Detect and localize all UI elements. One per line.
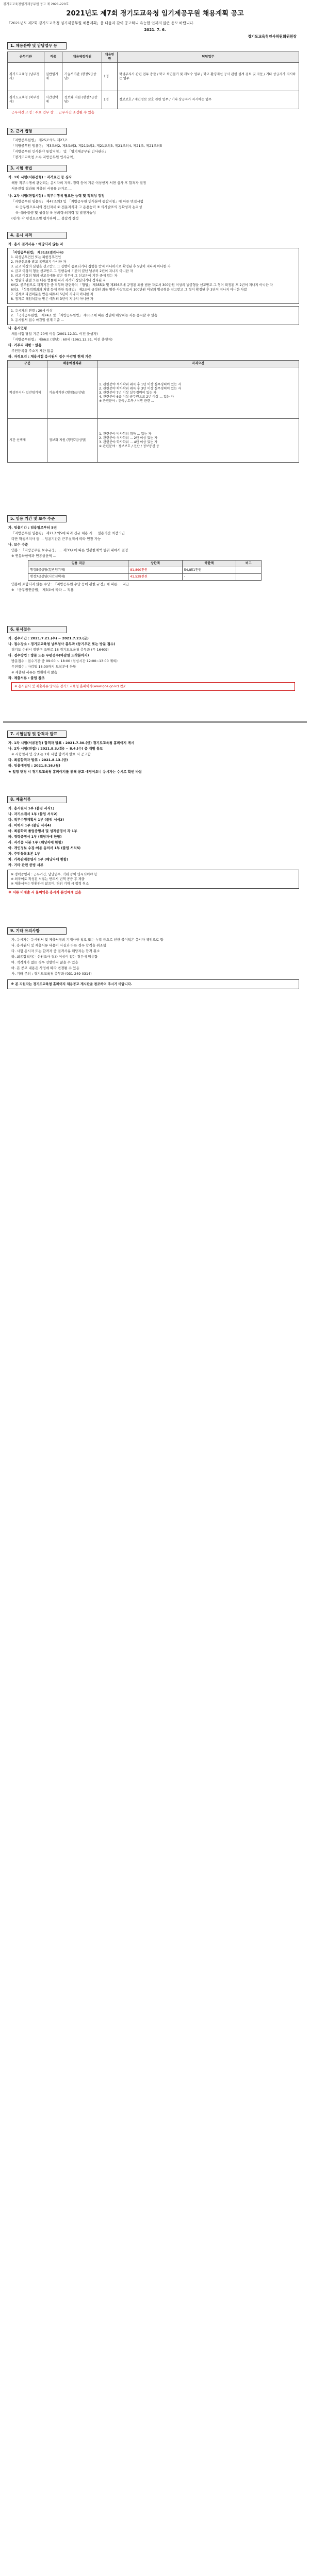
table-cell: 정보보호 / 개인정보 보호 관련 업무 / 기타 상급자가 지시하는 업무	[117, 91, 299, 109]
section-title-2: 2. 근거 법령	[7, 128, 67, 135]
header-cell: 하한액	[182, 561, 236, 567]
positions-table	[7, 52, 299, 109]
announce-date: 2021. 7. 6.	[144, 28, 166, 32]
table-cell: 시간 선택제	[8, 419, 47, 463]
paragraph: 「지방공무원 임용령」 제47조의3 및 「지방공무원 인사분야 통합지침」에 따른 면접시험	[11, 199, 143, 204]
paragraph: 서류전형 결과를 제출된 서류를 근거로 ...	[11, 187, 72, 191]
pay-table	[28, 560, 262, 581]
document-item: 라. 이력서 1부 (붙임 서식4)	[8, 823, 52, 827]
document-item: 가. 응시원서 1부 (붙임 서식1)	[8, 806, 55, 810]
document-item: 자. 주민등록초본 1부	[8, 852, 40, 856]
subsection-title: 나. 2차 시험(면접시험) : 직무수행에 필요한 능력 및 적격성 검정	[8, 194, 105, 198]
header-cell: 임용 직급	[28, 561, 128, 567]
document-item: 아. 개인정보 수집·이용 동의서 1부 (붙임 서식5)	[8, 846, 81, 850]
paragraph: 우편접수 : 마감일 18:00까지 도착분에 한함	[11, 665, 76, 669]
box-line: 8. 징계로 해임처분을 받은 때부터 3년이 지나지 아니한 자	[11, 297, 93, 301]
qualification-header-row	[8, 361, 299, 367]
paragraph: 경기도 수원시 장안구 조원로 18 경기도교육청 총무과 (우 16409)	[11, 648, 109, 652]
section-title-4: 4. 응시 자격	[7, 232, 67, 239]
page-title: 2021년도 제7회 경기도교육청 임기제공무원 채용계획 공고	[66, 10, 244, 18]
schedule-bold-note: ★ 일정 변경 시 경기도교육청 홈페이지를 통해 공고 예정이오니 응시자는 수시로 확인 바람	[8, 770, 142, 774]
closing-box: ※ 본 지원자는 경기도교육청 홈페이지 채용공고 게시판을 참조하여 주시기 바랍니다.	[7, 979, 299, 989]
box-line: 6의2. 공무원으로 재직기간 중 직무와 관련하여 「형법」 제355조 및 제356조에 규정된 죄를 범한 자로서 300만원 이상의 벌금형을 선고받고 그 형이 확정된 후 2년이 지나지 아니한 자	[11, 283, 273, 287]
paragraph: 해당 직무수행에 관련되는 응시자의 자격, 경력 등이 기준 이상인지 서면 심사 후 합격자 결정	[11, 181, 146, 185]
paragraph: 연봉에 포함되지 않는 수당 : 「지방공무원 수당 등에 관한 규정」에 따른 ... 지급	[11, 582, 129, 586]
subsection-title: 나. 접수장소 : 경기도교육청 남부청사 총무과 (등기우편 또는 방문 접수)	[8, 642, 116, 646]
subsection-title: 나. 응시연령	[8, 326, 27, 330]
qualification-table	[7, 360, 299, 463]
header-cell: 비고	[236, 561, 262, 567]
pay-header-row	[28, 561, 262, 567]
document-item: 나. 자기소개서 1부 (붙임 서식2)	[8, 812, 58, 816]
section-title-6: 6. 원서접수	[7, 626, 67, 633]
schedule-item: 가. 1차 시험(서류전형) 합격자 발표 : 2021.7.30.(금) 경기도교육청 홈페이지 게시	[8, 741, 135, 745]
section-title-8: 8. 제출서류	[7, 796, 67, 803]
header-cell: 채용예정직위	[62, 52, 102, 63]
table-row	[8, 419, 299, 463]
notice-item: 가. 응시자는 응시원서 및 제출서류의 기재사항 착오 또는 누락 등으로 인한 불이익은 응시자 책임으로 함	[11, 938, 164, 942]
box-line: ※ 제출서류는 반환하지 않으며, 허위 기재 시 합격 취소	[11, 882, 89, 886]
paragraph: ④ 예의·품행 및 성실성 ⑤ 창의력·의지력 및 발전가능성	[15, 211, 96, 215]
table-cell: 학생부지사 관련 업무 총괄 / 학교 석면철거 및 개보수 업무 / 학교 환경개선 공사 관련 설계 검토 및 자문 / 기타 상급자가 지시하는 업무	[117, 63, 299, 91]
paragraph: 다만 학생부지사 등 ... 임용기간은 근무실적에 따라 연장 가능	[11, 537, 101, 541]
header-cell: 근무기관	[8, 52, 44, 63]
document-number: 경기도교육청임기제공무원 공고 제 2021-220호	[3, 3, 69, 6]
header-cell: 채용예정직위	[47, 361, 97, 367]
paragraph: ※ 제출된 서류는 반환하지 않음	[11, 670, 58, 674]
paragraph: 「지방공무원법」 제66조 (정년) : 60세 (1961.12.31. 이전 출생자)	[11, 337, 113, 342]
positions-header-row	[8, 52, 299, 63]
header-cell: 담당업무	[117, 52, 299, 63]
section-6-body	[7, 635, 299, 692]
document-item: 다. 직무수행계획서 1부 (붙임 서식3)	[8, 818, 64, 822]
header-cell: 직종	[44, 52, 62, 63]
box-line: 6의3. 「성폭력범죄의 처벌 등에 관한 특례법」 제2조에 규정된 죄를 범한 사람으로서 100만원 이상의 벌금형을 선고받고 그 형이 확정된 후 3년이 지나지 아니한 사람	[11, 288, 247, 292]
box-line: 2. 「국가공무원법」 제74조 및 「지방공무원법」 제66조에 따른 정년에 해당하는 자는 응시할 수 없음	[11, 314, 158, 317]
notice-item: 마. 적격자가 없는 경우 선발하지 않을 수 있음	[11, 960, 78, 964]
box-line: 4. 금고 이상의 형을 선고받고 그 집행유예 기간이 끝난 날부터 2년이 지나지 아니한 자	[11, 269, 133, 273]
box-line: ※ 경력증명서 : 근무기간, 담당업무, 직위 등이 명시되어야 함	[11, 873, 97, 876]
table-row	[28, 574, 262, 581]
header-cell: 자격요건	[97, 361, 299, 367]
table-cell: 행정5급상당(일반임기제)	[28, 567, 128, 574]
subsection-title: 가. 응시 결격사유 : 해당되지 않는 자	[8, 242, 63, 246]
paragraph: 「지방공무원 임용령」 제21조의5에 따라 신규 채용 시 ... 임용기간 최장 5년	[11, 531, 125, 535]
paragraph: ① 공무원으로서의 정신자세 ② 전문지식과 그 응용능력 ③ 의사발표의 정확성과 논리성	[15, 205, 142, 209]
box-line: 2. 파산선고를 받고 복권되지 아니한 자	[11, 260, 67, 264]
table-cell: 정보화 지원 (행정7급상당)	[62, 91, 102, 109]
notice-item: 라. 최종합격자는 신원조사 결과 이상이 없는 경우에 임용함	[11, 955, 98, 959]
table-cell	[236, 574, 262, 581]
table-cell: 정보화 지원 (행정7급상당)	[47, 419, 97, 463]
table-row	[28, 567, 262, 574]
issuing-org: 경기도교육청인사위원회위원장	[248, 35, 297, 39]
form-notice: ※ 응시원서 및 제출서류 양식은 경기도교육청 홈페이지(www.goe.go.kr) 참조	[11, 682, 295, 691]
section-7-body	[7, 740, 299, 775]
table-cell: 41,529천원	[128, 574, 182, 581]
subsection-title: 다. 거주지 제한 : 없음	[8, 343, 42, 347]
box-line: 1. 피성년후견인 또는 피한정후견인	[11, 256, 61, 259]
schedule-item: 다. 최종합격자 발표 : 2021.8.13.(금)	[8, 758, 68, 762]
section-title-5: 5. 임용 기간 및 보수 수준	[7, 515, 67, 522]
subsection-title: 나. 보수 수준	[8, 543, 28, 547]
table-cell: 1명	[102, 63, 117, 91]
table-cell: 81,890천원	[128, 567, 182, 574]
document-item: 카. 기타 관련 증빙 서류	[8, 863, 44, 867]
subsection-title: 가. 1차 시험(서류전형) : 자격요건 등 심사	[8, 175, 72, 179]
table-cell: 경기도교육청 (북부청사)	[8, 91, 44, 109]
subsection-title: 다. 접수방법 : 방문 또는 우편접수(마감일 도착분까지)	[8, 653, 89, 657]
documents-red-note: ※ 서류 미제출 시 불이익은 응시자 본인에게 있음	[8, 890, 81, 894]
section-title-1: 1. 채용분야 및 담당업무 등	[7, 42, 67, 49]
table-cell: 기술서기관 (행정5급상당)	[47, 367, 97, 419]
law-item: 「지방공무원 임용령」 제3조의2, 제3조의3, 제21조의2, 제21조의3, 제21조의4, 제21조, 제21조의5	[11, 144, 162, 148]
paragraph: 연봉 : 「지방공무원 보수규정」 ... 제33조에 따른 연봉한계액 범위 내에서 결정	[11, 548, 128, 552]
table-cell: 일반임기제	[44, 63, 62, 91]
notice-item: 다. 시험 응시자 또는 합격자 중 결격사유 해당자는 합격 취소	[11, 949, 100, 953]
section-1-note: 근무시간 조정 : 주요 업무 상 ... 근무시간 조정될 수 있음	[11, 110, 94, 114]
box-line: 6. 법원의 판결 또는 다른 법률에 따라 자격이 상실되거나 정지된 자	[11, 279, 106, 282]
table-row	[8, 63, 299, 91]
table-cell: 경기도교육청 (남부청사)	[8, 63, 44, 91]
box-line: 3. 응시원서 접수 마감일 현재 기준 ...	[11, 318, 64, 322]
table-cell: 시간선택제	[44, 91, 62, 109]
table-cell: -	[182, 574, 236, 581]
table-cell: 행정7급상당(시간선택제)	[28, 574, 128, 581]
paragraph: 채용시험 당일 기준 20세 이상 (2001.12.31. 이전 출생자)	[11, 332, 98, 336]
box-line: 3. 금고 이상의 실형을 선고받고 그 집행이 종료되거나 집행을 받지 아니하기로 확정된 후 5년이 지나지 아니한 자	[11, 265, 171, 268]
box-line: 7. 징계로 파면처분을 받은 때부터 5년이 지나지 아니한 자	[11, 293, 93, 296]
section-8-body	[7, 805, 299, 896]
table-cell: 54,851천원	[182, 567, 236, 574]
document-item: 차. 가족관계증명서 1부 (해당자에 한함)	[8, 857, 69, 861]
law-item: 「경기도교육청 소속 지방공무원 인사규칙」	[11, 155, 76, 159]
box-line: 5. 금고 이상의 형의 선고유예를 받은 경우에 그 선고유예 기간 중에 있는 자	[11, 274, 118, 278]
section-2-body	[7, 137, 299, 161]
paragraph: ※ 연봉하한액과 연봉상한액 ...	[11, 554, 56, 558]
document-item: 마. 최종학력 졸업증명서 및 성적증명서 각 1부	[8, 829, 77, 833]
paragraph: 주민등록상 주소지 제한 없음	[11, 349, 54, 353]
table-row	[8, 91, 299, 109]
box-line: 1. 응시자의 연령 : 20세 이상	[11, 309, 53, 313]
document-item: 바. 경력증명서 1부 (해당자에 한함)	[8, 835, 62, 839]
intro-text: 「2021년도 제7회 경기도교육청 임기제공무원 채용계획」을 다음과 같이 공고하니 유능한 인재의 많은 응모 바랍니다.	[7, 21, 194, 25]
notice-item: 나. 응시원서 및 제출서류 내용이 사실과 다른 경우 합격을 취소함	[11, 943, 106, 947]
section-title-7: 7. 시험일정 및 합격자 발표	[7, 731, 67, 738]
sub-notes-box	[7, 306, 299, 325]
header-cell: 채용인원	[102, 52, 117, 63]
paragraph: 방문접수 : 접수기간 중 09:00 ~ 18:00 (점심시간 12:00~13:00 제외)	[11, 659, 118, 663]
notice-item: 사. 기타 문의 : 경기도교육청 총무과 (031-249-0314)	[11, 972, 92, 976]
section-3-body	[7, 174, 299, 222]
table-cell: 1. 관련분야 석사학위 취득 후 1년 이상 실무경력이 있는 자 2. 관련분야 학사학위 취득 후 3년 이상 실무경력이 있는 자 3. 관련분야 7년 이상 실무경력이 있는 자 4. 관련분야 6급 이상 공무원으로 2년 이상 ... 있는 자 ※ 관련분야 : 건축 / 토목 / 석면 관련 ...	[97, 367, 299, 419]
disqualification-box	[7, 248, 299, 304]
section-title-3: 3. 시험 방법	[7, 165, 67, 172]
document-item: 사. 자격증 사본 1부 (해당자에 한함)	[8, 840, 63, 844]
schedule-item: 라. 임용예정일 : 2021.8.16.(월)	[8, 764, 60, 768]
section-9-body	[7, 937, 299, 989]
paragraph: ※ 「공무원연금법」 제3조에 따라 ... 적용	[11, 588, 74, 592]
document-page	[3, 2, 307, 39]
subsection-title: 가. 임용기간 : 임용일로부터 5년	[8, 526, 57, 530]
section-4-body	[7, 241, 299, 463]
subsection-title: 라. 자격요건 : 채용시험 응시원서 접수 마감일 현재 기준	[8, 354, 92, 359]
section-1-table-wrap	[7, 52, 299, 116]
box-line: ※ 외국어로 작성된 서류는 반드시 번역 공증 후 제출	[11, 877, 85, 881]
table-cell: 1명	[102, 91, 117, 109]
documents-note-box	[7, 870, 299, 889]
table-cell: 1. 관련분야 박사학위 취득 ... 있는 자 2. 관련분야 석사학위 ... 2년 이상 있는 자 3. 관련분야 학사학위 ... 4년 이상 있는 자 ※ 관련분야 : 정보보호 / 전산 / 정보통신 등	[97, 419, 299, 463]
table-cell: 기술서기관 (행정5급상당)	[62, 63, 102, 91]
table-cell: 학생부지사 일반임기제	[8, 367, 47, 419]
box-heading: 「지방공무원법」 제31조(결격사유)	[11, 251, 64, 255]
table-cell	[236, 567, 262, 574]
section-5-body	[7, 524, 299, 594]
subsection-title: 라. 제출서류 : 붙임 참조	[8, 676, 45, 680]
schedule-item: 나. 2차 시험(면접) : 2021.8.3.(화) ~ 8.4.(수) 중 개별 통보	[8, 747, 103, 751]
subsection-title: 가. 접수기간 : 2021.7.21.(수) ~ 2021.7.23.(금)	[8, 636, 89, 640]
schedule-note: ※ 시험일시 및 장소는 1차 시험 합격자 발표 시 공고함	[11, 752, 91, 756]
header-cell: 상한액	[128, 561, 182, 567]
header-cell: 구분	[8, 361, 47, 367]
law-item: 「지방공무원 인사분야 통합지침」 및 「임기제공무원 인사관리」	[11, 149, 108, 154]
paragraph: (평가) 각 평정요소별 평가하여 ... 불합격 결정	[11, 216, 79, 221]
section-title-9: 9. 기타 유의사항	[7, 927, 67, 935]
notice-item: 바. 본 공고 내용은 사정에 따라 변경될 수 있음	[11, 966, 79, 970]
law-item: 「지방공무원법」 제25조의5, 제27조	[11, 138, 68, 142]
table-row	[8, 367, 299, 419]
page-divider	[3, 721, 307, 723]
